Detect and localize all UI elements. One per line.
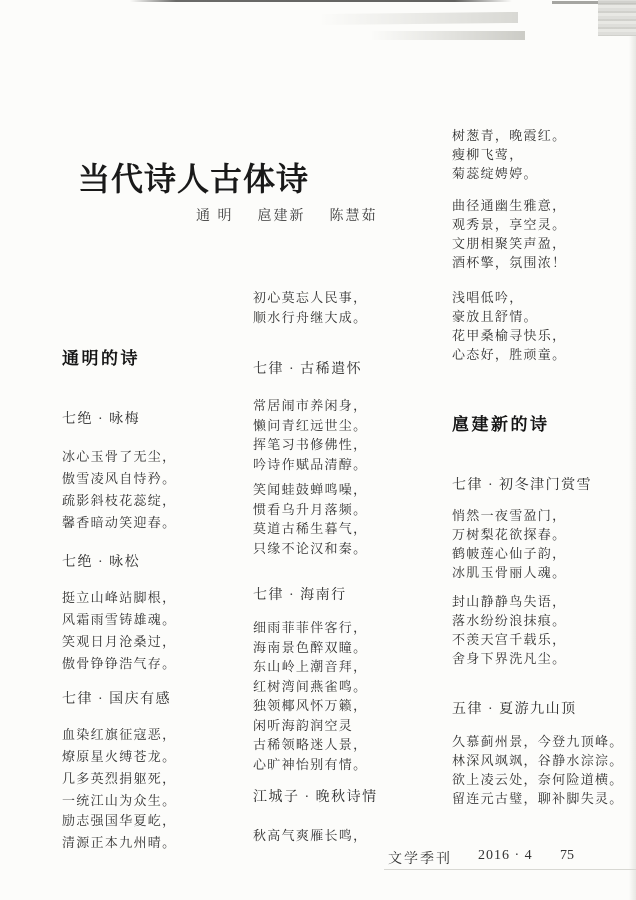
poem-line: 秋高气爽雁长鸣， (253, 828, 368, 843)
poem-line: 悄然一夜雪盈门， (452, 508, 567, 523)
poem-line: 封山静静鸟失语， (452, 594, 567, 609)
poem-line: 曲径通幽生雅意， (452, 198, 567, 213)
poem-line: 燎原星火缚苍龙。 (62, 749, 177, 764)
poem-line: 花甲桑榆寻快乐， (452, 328, 567, 343)
poem-line: 舍身下界洗凡尘。 (452, 651, 567, 666)
poem-line: 懒问青红远世尘。 (253, 417, 368, 433)
poem-title: 江城子 · 晚秋诗情 (253, 790, 378, 805)
stanza (253, 480, 367, 558)
poem-line: 留连元古璧，聊补脚失灵。 (452, 791, 624, 806)
poem-line: 不羡天宫千载乐， (452, 632, 567, 647)
poem-line: 久慕蓟州景，今登九顶峰。 (452, 734, 624, 749)
poem-line: 万树梨花欲探春。 (452, 527, 567, 542)
poem-title: 七绝 · 咏松 (62, 555, 141, 570)
poem-title: 七绝 · 咏梅 (62, 412, 141, 427)
poem-line: 初心莫忘人民事， (253, 290, 368, 305)
poem-line: 疏影斜枝花蕊绽， (62, 493, 177, 508)
poem-title: 七律 · 国庆有感 (62, 692, 172, 707)
stanza (253, 826, 367, 846)
scan-artifact-streak (318, 12, 518, 25)
stanza (253, 396, 367, 474)
poem-line: 冰肌玉骨丽人魂。 (452, 565, 567, 580)
poem-line: 浅唱低吟， (452, 290, 524, 305)
poem-line: 酒杯擎，氛围浓！ (452, 255, 567, 270)
footer-page-number: 75 (560, 848, 574, 863)
authors-line (196, 205, 378, 225)
poem-line: 古稀领略迷人景， (253, 737, 368, 752)
author-name: 扈建新 (257, 209, 306, 224)
poem-line: 观秀景，享空灵。 (452, 217, 567, 232)
footer-rule (384, 869, 636, 870)
poem-line: 风霜雨雪铸雄魂。 (62, 612, 177, 627)
poem-line: 心旷神怡别有情。 (253, 756, 368, 772)
stanza (452, 506, 566, 582)
footer-journal-name: 文学季刊 (388, 852, 452, 867)
stanza (452, 592, 566, 668)
poem-line: 落水纷纷浪抹痕。 (452, 613, 567, 628)
scan-artifact-corner (598, 0, 636, 36)
stanza (62, 446, 176, 534)
stanza (62, 810, 176, 854)
stanza-carryover (452, 126, 566, 183)
poem-line: 傲骨铮铮浩气存。 (62, 656, 177, 671)
poem-line: 莫道古稀生暮气， (253, 521, 368, 536)
page-title: 当代诗人古体诗 (78, 161, 310, 198)
poem-line: 文朋相聚笑声盈， (452, 236, 567, 251)
poem-line: 独领椰风怀万籁， (253, 698, 368, 713)
section-header-hujianxin: 扈建新的诗 (452, 415, 550, 434)
poem-line: 励志强国华夏屹， (62, 813, 177, 828)
scan-artifact-streak (370, 31, 525, 40)
poem-line: 顺水行舟继大成。 (253, 309, 368, 325)
column-left (62, 342, 242, 882)
poem-title: 五律 · 夏游九山顶 (452, 702, 577, 717)
poem-line: 馨香暗动笑迎春。 (62, 515, 177, 530)
poem-line: 鹤帔莲心仙子韵， (452, 546, 567, 561)
stanza-carryover (253, 288, 367, 327)
poem-line: 血染红旗征寇恶， (62, 727, 177, 742)
footer-issue: 2016 · 4 (478, 848, 533, 863)
poem-line: 笑观日月沧桑过， (62, 634, 177, 649)
stanza-carryover (452, 288, 566, 364)
poem-line: 惯看乌升月落频。 (253, 501, 368, 517)
poem-line: 东山岭上潮音拜， (253, 659, 368, 674)
poem-line: 冰心玉骨了无尘， (62, 449, 177, 464)
author-name: 通 明 (196, 209, 234, 224)
poem-line: 豪放且舒情。 (452, 309, 538, 324)
poem-title: 七律 · 初冬津门赏雪 (452, 478, 593, 493)
poem-title: 七律 · 海南行 (253, 588, 347, 603)
stanza (62, 587, 176, 675)
column-right (452, 122, 636, 842)
stanza (452, 732, 624, 808)
poem-line: 海南景色醉双瞳。 (253, 639, 368, 655)
poem-line: 菊蕊绽娉婷。 (452, 166, 538, 181)
poem-line: 只缘不论汉和秦。 (253, 540, 368, 556)
poem-line: 傲雪凌风自恃矜。 (62, 471, 177, 486)
stanza-carryover (452, 196, 566, 272)
poem-line: 清源正本九州晴。 (62, 835, 177, 850)
stanza (253, 618, 367, 774)
poem-line: 树葱青，晚霞红。 (452, 128, 567, 143)
poem-line: 林深风飒飒，谷静水淙淙。 (452, 753, 624, 768)
poem-line: 心态好，胜顽童。 (452, 347, 567, 362)
poem-line: 常居闹市养闲身， (253, 398, 368, 413)
poem-line: 瘦柳飞莺， (452, 147, 524, 162)
poem-line: 挥笔习书修佛性， (253, 437, 368, 452)
poem-line: 几多英烈捐躯死， (62, 771, 177, 786)
poem-line: 细雨菲菲伴客行， (253, 620, 368, 635)
poem-line: 一统江山为众生。 (62, 793, 177, 808)
poem-line: 欲上凌云处，奈何险道横。 (452, 772, 624, 787)
poem-line: 闲听海韵润空灵 (253, 717, 354, 733)
poem-line: 红树湾间燕雀鸣。 (253, 678, 368, 694)
author-name: 陈慧茹 (329, 209, 378, 224)
section-header-tongming: 通明的诗 (62, 349, 140, 368)
poem-line: 挺立山峰站脚根， (62, 590, 177, 605)
poem-line: 笑闻蛙鼓蝉鸣噪， (253, 482, 368, 497)
poem-title: 七律 · 古稀遣怀 (253, 362, 363, 377)
scan-artifact-topline (130, 0, 512, 2)
column-middle (253, 286, 433, 886)
poem-line: 吟诗作赋品清醇。 (253, 456, 368, 472)
stanza (62, 724, 176, 812)
